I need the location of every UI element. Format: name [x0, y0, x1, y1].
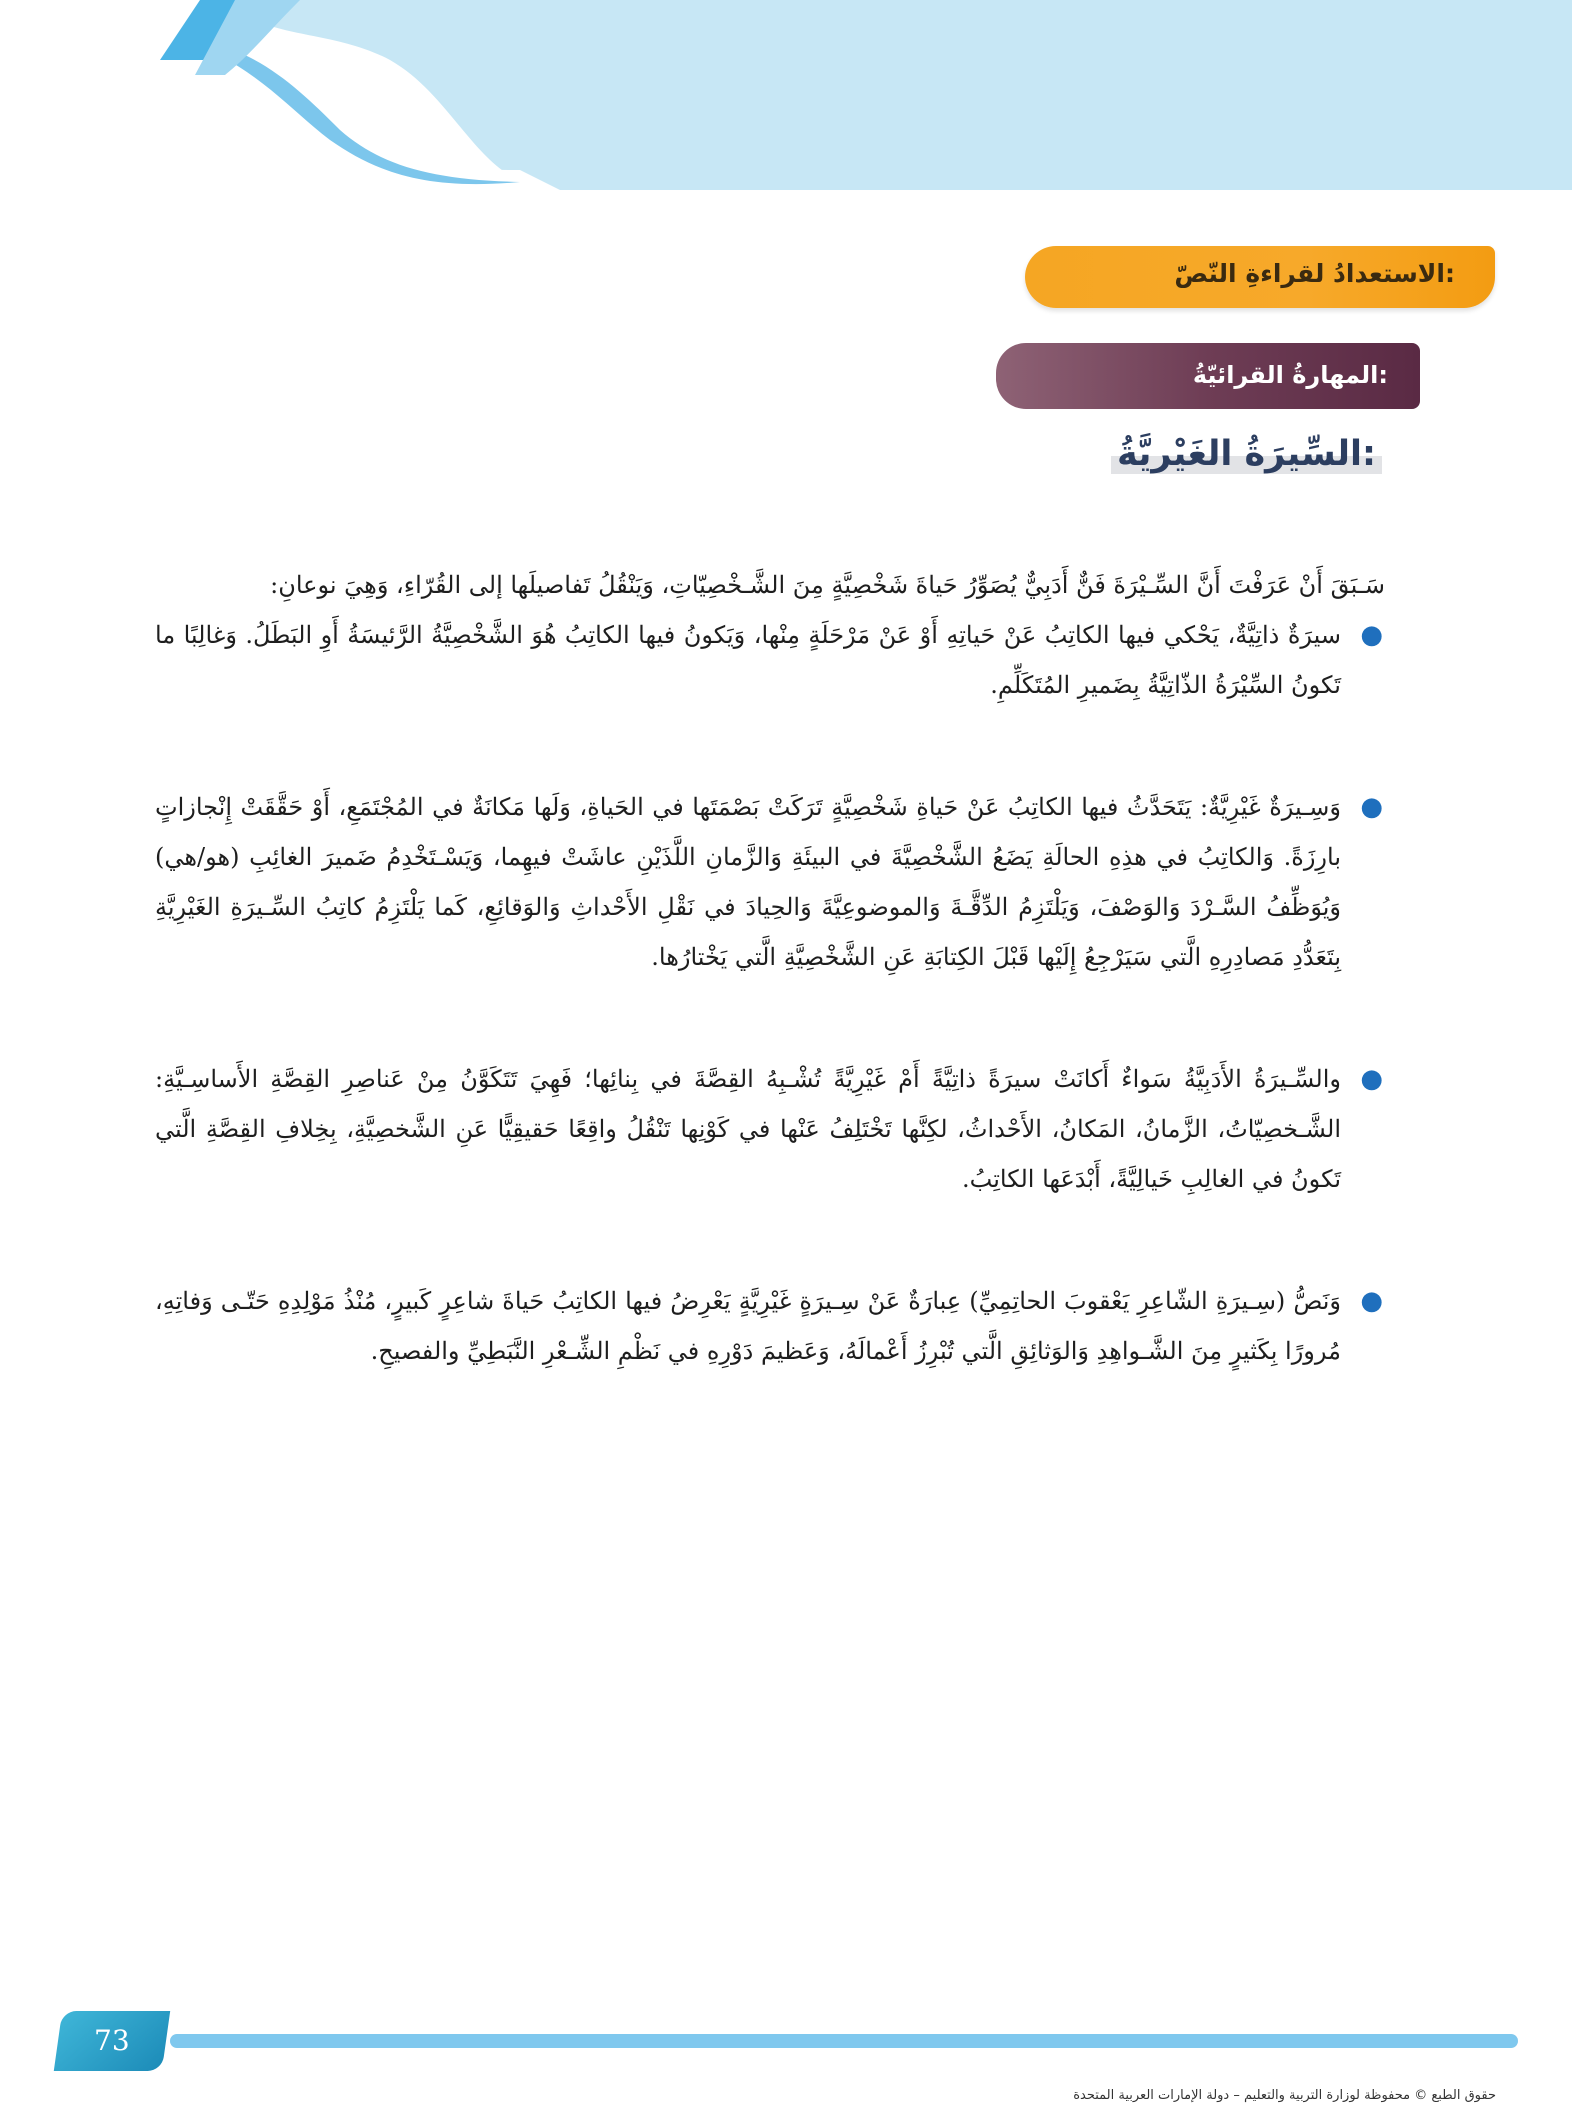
intro-paragraph: سَـبَقَ أَنْ عَرَفْتَ أَنَّ السِّـيْرَةَ فَنٌّ أَدَبِيٌّ يُصَوِّرُ حَياةَ شَخْصِيَّةٍ مِنَ الشَّـخْصِيّاتِ، وَيَنْقُلُ تَفاصيلَها إلى القُرّاءِ، وَهِيَ نوعانِ:: [270, 571, 1385, 599]
bullet-icon: ●: [1360, 620, 1383, 650]
bullet-text: والسِّـيرَةُ الأَدَبِيَّةُ سَواءٌ أَكانَتْ سيرَةً ذاتِيَّةً أَمْ غَيْرِيَّةً تُشْـبِهُ القِصَّةَ في بِنائِها؛ فَهِيَ تَتَكَوَّنُ مِنْ عَناصِرِ القِصَّةِ الأَساسِـيَّةِ: الشَّـخصِيّاتُ، الزَّمانُ، المَكانُ، الأَحْداثُ، لكِنَّها تَخْتَلِفُ عَنْها في كَوْنِها تَنْقُلُ واقِعًا حَقيقِيًّا عَنِ الشَّخصِيَّةِ، بِخِلافِ القِصَّةِ الَّتي تَكونُ في الغالِبِ خَيالِيَّةً، أَبْدَعَها الكاتِبُ.: [155, 1065, 1342, 1193]
list-item: [155, 1276, 1385, 1376]
page-number-badge: [54, 2011, 170, 2071]
list-item: [155, 1054, 1385, 1204]
page-number: 73: [94, 2024, 130, 2057]
topic-title: السِّيرَةُ الغَيْريَّةُ:: [1111, 434, 1382, 474]
main-content: [155, 560, 1385, 1376]
list-item: [155, 782, 1385, 982]
bullet-icon: ●: [1360, 1286, 1383, 1316]
footer-divider: [170, 2034, 1518, 2048]
section-label-pill: [1025, 246, 1495, 308]
bullet-text: سيرَةٌ ذاتِيَّةٌ، يَحْكي فيها الكاتِبُ عَنْ حَياتِهِ أَوْ عَنْ مَرْحَلَةٍ مِنْها، وَيَكونُ فيها الكاتِبُ هُوَ الشَّخْصِيَّةُ الرَّئيسَةُ أَوِ البَطَلُ. وَغالِبًا ما تَكونُ السِّيْرَةُ الذّاتِيَّةُ بِضَميرِ المُتَكَلِّمِ.: [155, 621, 1341, 699]
bullet-icon: ●: [1360, 792, 1383, 822]
section-label: الاستعدادُ لقراءةِ النّصّ:: [1174, 259, 1455, 288]
skill-label: المهارةُ القرائيّةُ:: [1192, 361, 1388, 389]
copyright-notice: حقوق الطبع © محفوظة لوزارة التربية والتعليم – دولة الإمارات العربية المتحدة: [1073, 2088, 1496, 2103]
bullet-icon: ●: [1360, 1064, 1383, 1094]
header-decoration: [0, 0, 1572, 190]
bullet-text: وَسِـيرَةٌ غَيْرِيَّةٌ: يَتَحَدَّثُ فيها الكاتِبُ عَنْ حَياةِ شَخْصِيَّةٍ تَرَكَتْ بَصْمَتَها في الحَياةِ، وَلَها مَكانَةٌ في المُجْتَمَعِ، أَوْ حَقَّقَتْ إِنْجازاتٍ بارِزَةً. وَالكاتِبُ في هذِهِ الحالَةِ يَضَعُ الشَّخْصِيَّةَ في البيئَةِ وَالزَّمانِ اللَّذَيْنِ عاشَتْ فيهِما، وَيَسْـتَخْدِمُ ضَميرَ الغائِبِ (هو/هي) وَيُوَظِّفُ السَّـرْدَ وَالوَصْفَ، وَيَلْتَزِمُ الدِّقَّـةَ وَالموضوعِيَّةَ وَالحِيادَ في نَقْلِ الأَحْداثِ وَالوَقائِعِ، كَما يَلْتَزِمُ كاتِبُ السِّـيرَةِ الغَيْرِيَّةِ بِتَعَدُّدِ مَصادِرِهِ الَّتي سَيَرْجِعُ إِلَيْها قَبْلَ الكِتابَةِ عَنِ الشَّخْصِيَّةِ الَّتي يَخْتارُها.: [155, 793, 1342, 971]
skill-label-pill: [996, 343, 1420, 409]
list-item: [155, 610, 1385, 710]
bullet-text: وَنَصُّ (سِـيرَةِ الشّاعِرِ يَعْقوبَ الحاتِمِيِّ) عِبارَةٌ عَنْ سِـيرَةٍ غَيْرِيَّةٍ يَعْرِضُ فيها الكاتِبُ حَياةَ شاعِرٍ كَبيرٍ، مُنْذُ مَوْلِدِهِ حَتّـى وَفاتِهِ، مُرورًا بِكَثيرٍ مِنَ الشَّـواهِدِ وَالوَثائِقِ الَّتي تُبْرِزُ أَعْمالَهُ، وَعَظيمَ دَوْرِهِ في نَظْمِ الشِّـعْرِ النَّبَطِيِّ والفصيحِ.: [155, 1287, 1341, 1365]
